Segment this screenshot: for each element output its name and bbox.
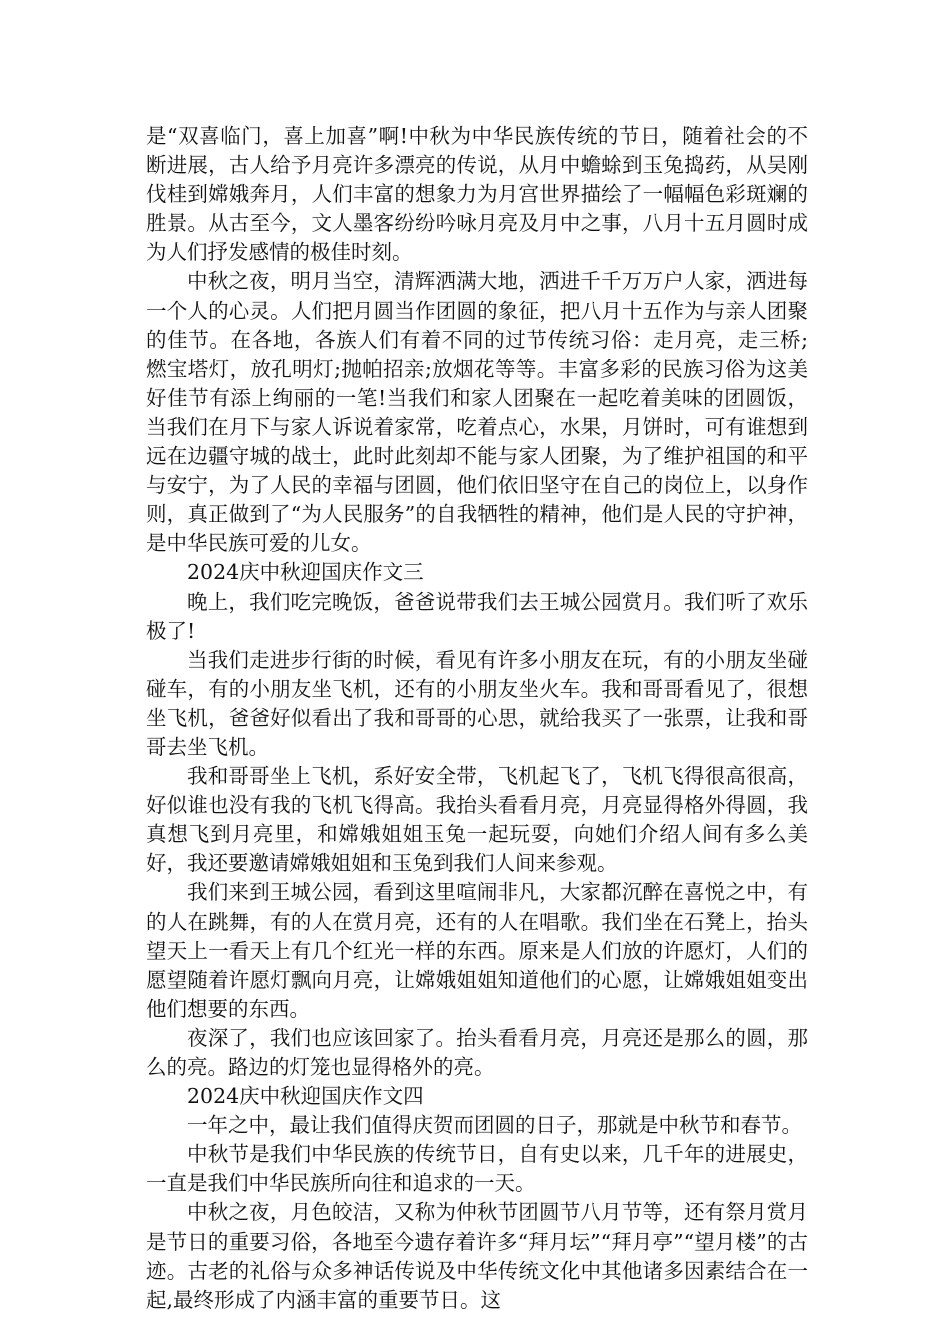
paragraph-continuation: 是“双喜临门，喜上加喜”啊!中秋为中华民族传统的节日，随着社会的不断进展，古人给予月亮许多漂亮的传说，从月中蟾蜍到玉兔捣药，从吴刚伐桂到嫦娥奔月，人们丰富的想象力为月宫世界描绘了一幅幅色彩斑斓的胜景。从古至今，文人墨客纷纷吟咏月亮及月中之事，八月十五月圆时成为人们抒发感情的极佳时刻。 [146,124,808,265]
essay-heading: 2024庆中秋迎国庆作文三 [187,560,424,585]
paragraph: 一年之中，最让我们值得庆贺而团圆的日子，那就是中秋节和春节。 [187,1113,802,1138]
paragraph: 我和哥哥坐上飞机，系好安全带，飞机起飞了，飞机飞得很高很高，好似谁也没有我的飞机飞得高。我抬头看看月亮，月亮显得格外得圆，我真想飞到月亮里，和嫦娥姐姐玉兔一起玩耍，向她们介绍人间有多么美好，我还要邀请嫦娥姐姐和玉兔到我们人间来参观。 [146,764,808,876]
document-body [146,122,808,1315]
paragraph: 中秋之夜，明月当空，清辉洒满大地，洒进千千万万户人家，洒进每一个人的心灵。人们把月圆当作团圆的象征，把八月十五作为与亲人团聚的佳节。在各地，各族人们有着不同的过节传统习俗：走月亮，走三桥;燃宝塔灯，放孔明灯;抛帕招亲;放烟花等等。丰富多彩的民族习俗为这美好佳节有添上绚丽的一笔!当我们和家人团聚在一起吃着美味的团圆饭，当我们在月下与家人诉说着家常，吃着点心，水果，月饼时，可有谁想到远在边疆守城的战士，此时此刻却不能与家人团聚，为了维护祖国的和平与安宁，为了人民的幸福与团圆，他们依旧坚守在自己的岗位上，以身作则，真正做到了“为人民服务”的自我牺牲的精神，他们是人民的守护神，是中华民族可爱的儿女。 [146,269,808,556]
paragraph: 晚上，我们吃完晚饭，爸爸说带我们去王城公园赏月。我们听了欢乐极了! [146,589,808,643]
essay-heading: 2024庆中秋迎国庆作文四 [187,1084,424,1109]
paragraph: 我们来到王城公园，看到这里喧闹非凡，大家都沉醉在喜悦之中，有的人在跳舞，有的人在赏月亮，还有的人在唱歌。我们坐在石凳上，抬头望天上一看天上有几个红光一样的东西。原来是人们放的许愿灯，人们的愿望随着许愿灯飘向月亮，让嫦娥姐姐知道他们的心愿，让嫦娥姐姐变出他们想要的东西。 [146,880,808,1021]
paragraph: 中秋之夜，月色皎洁，又称为仲秋节团圆节八月节等，还有祭月赏月是节日的重要习俗，各地至今遗存着许多“拜月坛”“拜月亭”“望月楼”的古迹。古老的礼俗与众多神话传说及中华传统文化中其他诸多因素结合在一起,最终形成了内涵丰富的重要节日。这 [146,1200,808,1312]
paragraph: 当我们走进步行街的时候，看见有许多小朋友在玩，有的小朋友坐碰碰车，有的小朋友坐飞机，还有的小朋友坐火车。我和哥哥看见了，很想坐飞机，爸爸好似看出了我和哥哥的心思，就给我买了一张票，让我和哥哥去坐飞机。 [146,647,808,759]
paragraph: 中秋节是我们中华民族的传统节日，自有史以来，几千年的进展史，一直是我们中华民族所向往和追求的一天。 [146,1142,808,1196]
paragraph: 夜深了，我们也应该回家了。抬头看看月亮，月亮还是那么的圆，那么的亮。路边的灯笼也显得格外的亮。 [146,1025,808,1079]
